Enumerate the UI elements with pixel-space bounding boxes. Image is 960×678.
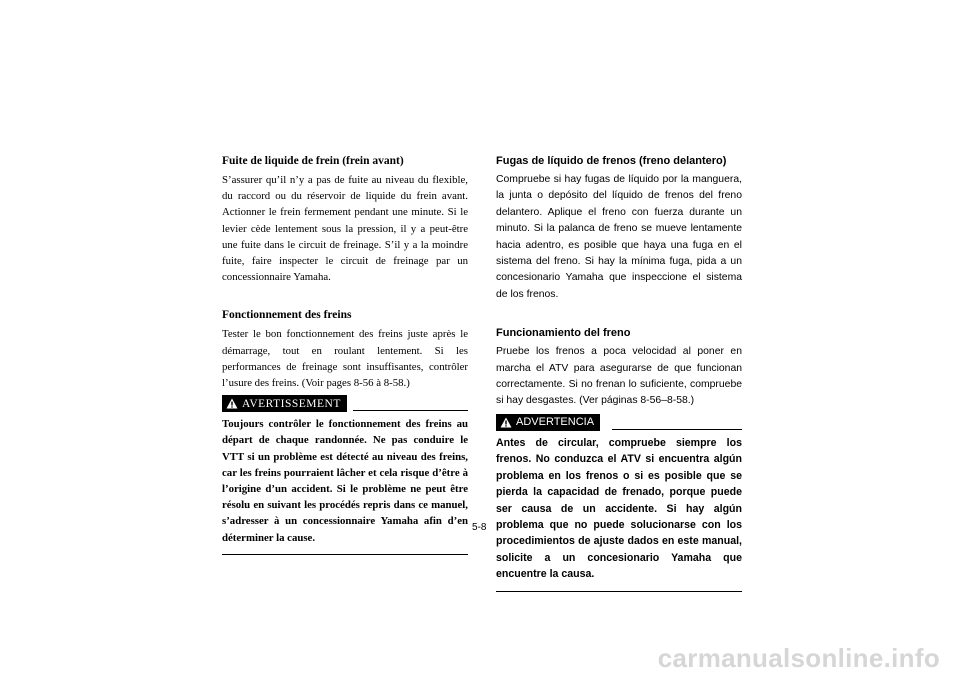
fr-warning-divider xyxy=(353,410,468,411)
page-number: 5-8 xyxy=(472,522,487,533)
fr-warning-header xyxy=(222,395,468,412)
fr-warning-label: AVERTISSEMENT xyxy=(242,397,341,410)
fr-leak-heading: Fuite de liquide de frein (frein avant) xyxy=(222,155,404,167)
fr-warning-badge xyxy=(222,395,347,412)
fr-operation-heading: Fonctionnement des freins xyxy=(222,309,352,322)
spanish-column xyxy=(496,153,742,592)
fr-leak-text: S’assurer qu’il n’y a pas de fuite au niveau du flexible, du raccord ou du réservoir de liquide du frein avant. Actionner le frein fermement pendant une minute. Si le levier cède lentement sous la pression, il y a peut-être une fuite dans le circuit de freinage. S’il y a la moindre fuite, faire inspecter le circuit de freinage par un concessionnaire Yamaha. xyxy=(222,174,468,284)
french-column xyxy=(222,153,468,555)
fr-operation-text: Tester le bon fonctionnement des freins juste après le démarrage, tout en roulant lentement. Si les performances de freinage sont insuffisantes, contrôler l’usure des freins. (Voir pages 8-56 à 8-58.) xyxy=(222,328,468,390)
es-warning-badge xyxy=(496,414,600,431)
es-warning-end-rule xyxy=(496,591,742,592)
es-warning-text: Antes de circular, compruebe siempre los frenos. No conduzca el ATV si encuentra algún problema en los frenos o si es posible que se pierda la capacidad de frenado, porque puede ser causa de un accidente. Si hay algún problema que no puede solucionarse con los procedimientos de ajuste dados en este manual, solicite a un concesionario Yamaha que encuentre la causa. xyxy=(496,436,742,581)
fr-warning-text: Toujours contrôler le fonctionnement des freins au départ de chaque randonnée. Ne pas conduire le VTT si un problème est détecté au niveau des freins, car les freins pourraient lâcher et cela risque d’être à l’origine d’un accident. Si le problème ne peut être résolu en suivant les procédés repris dans ce manuel, s’adresser à un concessionnaire Yamaha afin d’en déterminer la cause. xyxy=(222,418,468,544)
es-operation-heading: Funcionamiento del freno xyxy=(496,327,631,340)
fr-warning-end-rule xyxy=(222,554,468,555)
es-warning-header xyxy=(496,414,742,431)
es-operation-text: Pruebe los frenos a poca velocidad al poner en marcha el ATV para asegurarse de que funcionan correctamente. Si no frenan lo suficiente, compruebe si hay desgastes. (Ver páginas 8-56–8-58.) xyxy=(496,346,742,407)
warning-triangle-icon xyxy=(226,398,238,409)
es-warning-label: ADVERTENCIA xyxy=(516,416,595,429)
warning-triangle-icon xyxy=(500,417,512,428)
es-leak-heading: Fugas de líquido de frenos (freno delantero) xyxy=(496,155,727,167)
es-warning-divider xyxy=(612,429,742,430)
es-leak-text: Compruebe si hay fugas de líquido por la manguera, la junta o depósito del líquido de frenos del freno delantero. Aplique el freno con fuerza durante un minuto. Si la palanca de freno se mueve lentamente hacia adentro, es posible que haya una fuga en el sistema del freno. Si hay la mínima fuga, pida a un concesionario Yamaha que inspeccione el sistema de los frenos. xyxy=(496,174,742,300)
watermark: carmanualsonline.info xyxy=(657,643,940,673)
